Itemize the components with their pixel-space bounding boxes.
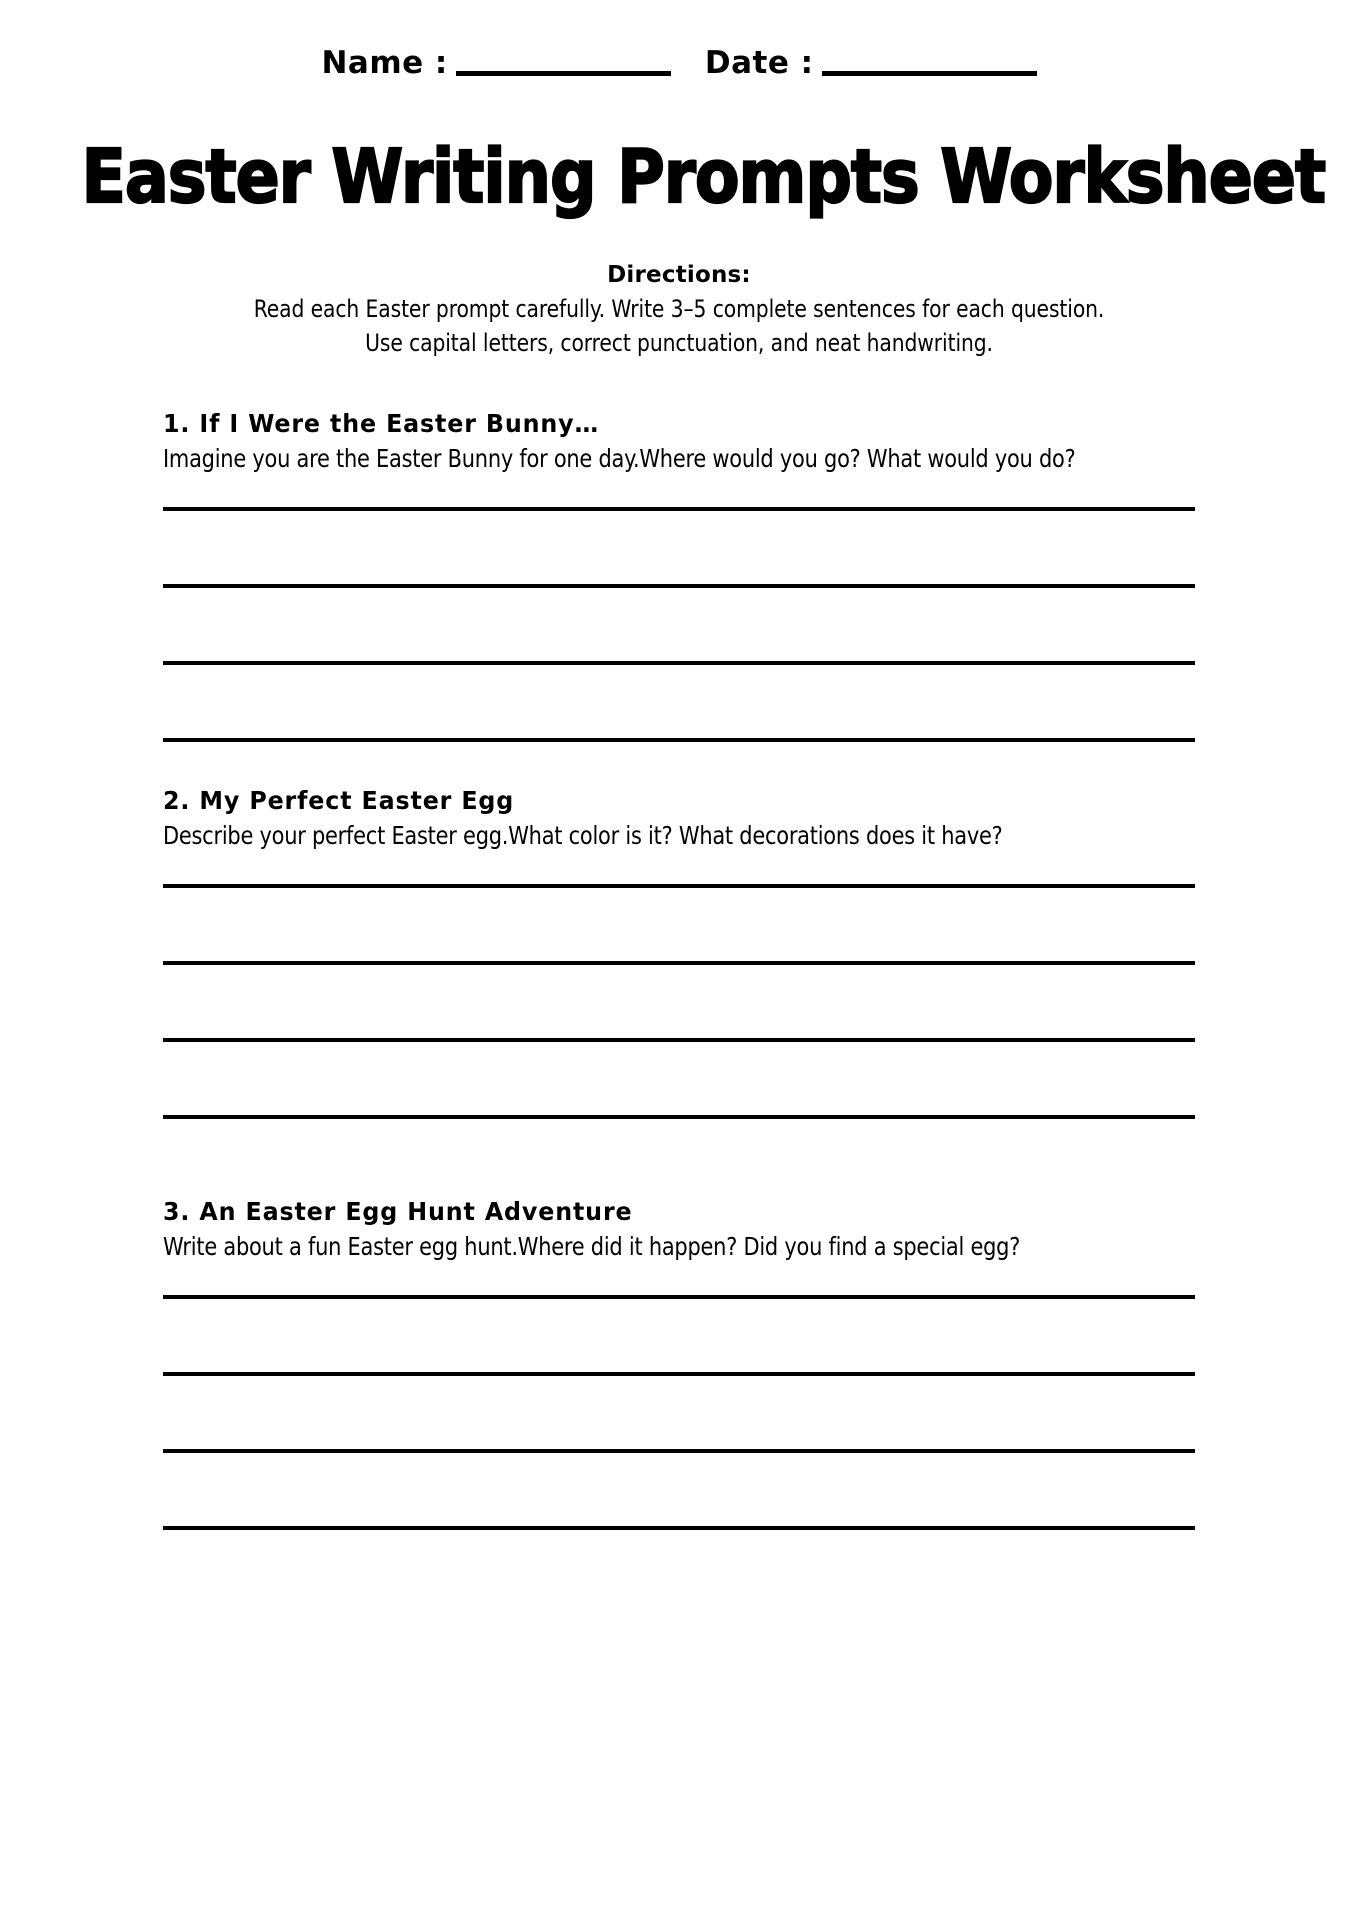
date-field-group xyxy=(704,45,1037,81)
question-heading-1: 1. If I Were the Easter Bunny… xyxy=(163,409,600,438)
answer-lines-3 xyxy=(163,1295,1198,1530)
question-block-3 xyxy=(163,1196,1198,1530)
answer-line[interactable] xyxy=(163,584,1195,588)
directions-line-1: Read each Easter prompt carefully. Write 3–5 complete sentences for each question. xyxy=(253,295,1105,323)
directions-label: Directions: xyxy=(607,262,751,288)
name-label: Name : xyxy=(321,45,448,81)
question-prompt-3: Write about a fun Easter egg hunt.Where did it happen? Did you find a special egg? xyxy=(163,1232,1021,1261)
question-block-2 xyxy=(163,785,1198,1119)
directions-line-2: Use capital letters, correct punctuation, and neat handwriting. xyxy=(365,329,993,357)
name-date-header xyxy=(0,45,1358,81)
date-write-in-rule[interactable] xyxy=(822,71,1037,76)
name-field-group xyxy=(321,45,670,81)
question-prompt-1: Imagine you are the Easter Bunny for one day.Where would you go? What would you do? xyxy=(163,444,1076,473)
question-heading-2: 2. My Perfect Easter Egg xyxy=(163,786,515,815)
answer-line[interactable] xyxy=(163,961,1195,965)
answer-line[interactable] xyxy=(163,884,1195,888)
answer-line[interactable] xyxy=(163,1372,1195,1376)
answer-line[interactable] xyxy=(163,661,1195,665)
directions-block xyxy=(0,258,1358,360)
name-write-in-rule[interactable] xyxy=(456,71,671,76)
answer-line[interactable] xyxy=(163,1115,1195,1119)
answer-line[interactable] xyxy=(163,1038,1195,1042)
question-prompt-2: Describe your perfect Easter egg.What color is it? What decorations does it have? xyxy=(163,821,1003,850)
answer-line[interactable] xyxy=(163,1526,1195,1530)
page-title: Easter Writing Prompts Worksheet xyxy=(81,134,1326,220)
answer-line[interactable] xyxy=(163,1449,1195,1453)
answer-line[interactable] xyxy=(163,507,1195,511)
answer-line[interactable] xyxy=(163,738,1195,742)
date-label: Date : xyxy=(704,45,814,81)
question-heading-3: 3. An Easter Egg Hunt Adventure xyxy=(163,1197,633,1226)
answer-lines-2 xyxy=(163,884,1198,1119)
answer-line[interactable] xyxy=(163,1295,1195,1299)
answer-lines-1 xyxy=(163,507,1198,742)
question-block-1 xyxy=(163,408,1198,742)
